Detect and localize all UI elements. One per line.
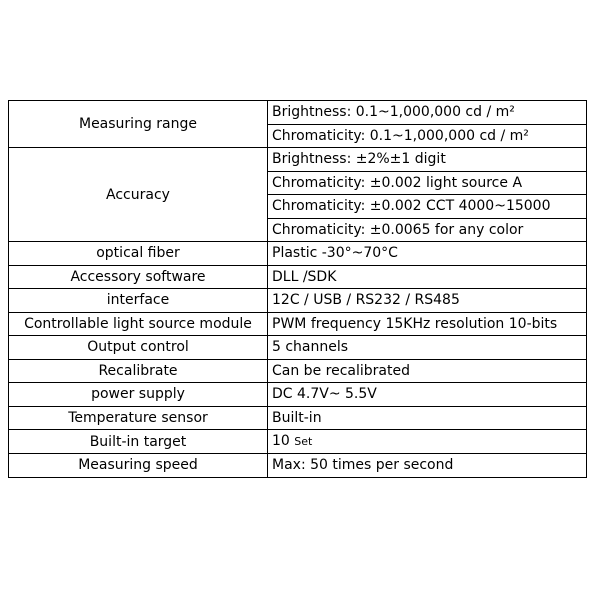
value-cell: DLL /SDK <box>268 265 587 289</box>
value-unit: Set <box>294 435 313 448</box>
table-row <box>9 312 587 336</box>
param-cell: optical fiber <box>9 242 268 266</box>
value-cell: PWM frequency 15KHz resolution 10-bits <box>268 312 587 336</box>
param-cell: Measuring range <box>9 101 268 148</box>
table-row <box>9 383 587 407</box>
value-cell: Plastic -30°~70°C <box>268 242 587 266</box>
value-cell: 5 channels <box>268 336 587 360</box>
param-cell: Controllable light source module <box>9 312 268 336</box>
value-cell: 12C / USB / RS232 / RS485 <box>268 289 587 313</box>
value-cell: Chromaticity: ±0.002 light source A <box>268 171 587 195</box>
table-row <box>9 454 587 478</box>
value-cell: Brightness: ±2%±1 digit <box>268 148 587 172</box>
param-cell: Recalibrate <box>9 359 268 383</box>
param-cell: Accessory software <box>9 265 268 289</box>
table-row <box>9 148 587 172</box>
param-cell: Built-in target <box>9 430 268 454</box>
value-cell: Chromaticity: 0.1~1,000,000 cd / m² <box>268 124 587 148</box>
param-cell: power supply <box>9 383 268 407</box>
param-cell: Accuracy <box>9 148 268 242</box>
value-cell: Built-in <box>268 406 587 430</box>
spec-table <box>8 100 587 478</box>
value-number: 10 <box>272 433 295 449</box>
param-cell: Measuring speed <box>9 454 268 478</box>
table-row <box>9 289 587 313</box>
table-row <box>9 336 587 360</box>
value-cell: Chromaticity: ±0.002 CCT 4000~15000 <box>268 195 587 219</box>
value-cell <box>268 430 587 454</box>
table-row <box>9 359 587 383</box>
value-cell: Max: 50 times per second <box>268 454 587 478</box>
param-cell: Temperature sensor <box>9 406 268 430</box>
value-cell: Can be recalibrated <box>268 359 587 383</box>
table-row <box>9 242 587 266</box>
table-row <box>9 265 587 289</box>
param-cell: Output control <box>9 336 268 360</box>
table-row <box>9 101 587 125</box>
value-cell: DC 4.7V~ 5.5V <box>268 383 587 407</box>
value-cell: Chromaticity: ±0.0065 for any color <box>268 218 587 242</box>
param-cell: interface <box>9 289 268 313</box>
table-row <box>9 430 587 454</box>
table-row <box>9 406 587 430</box>
value-cell: Brightness: 0.1~1,000,000 cd / m² <box>268 101 587 125</box>
